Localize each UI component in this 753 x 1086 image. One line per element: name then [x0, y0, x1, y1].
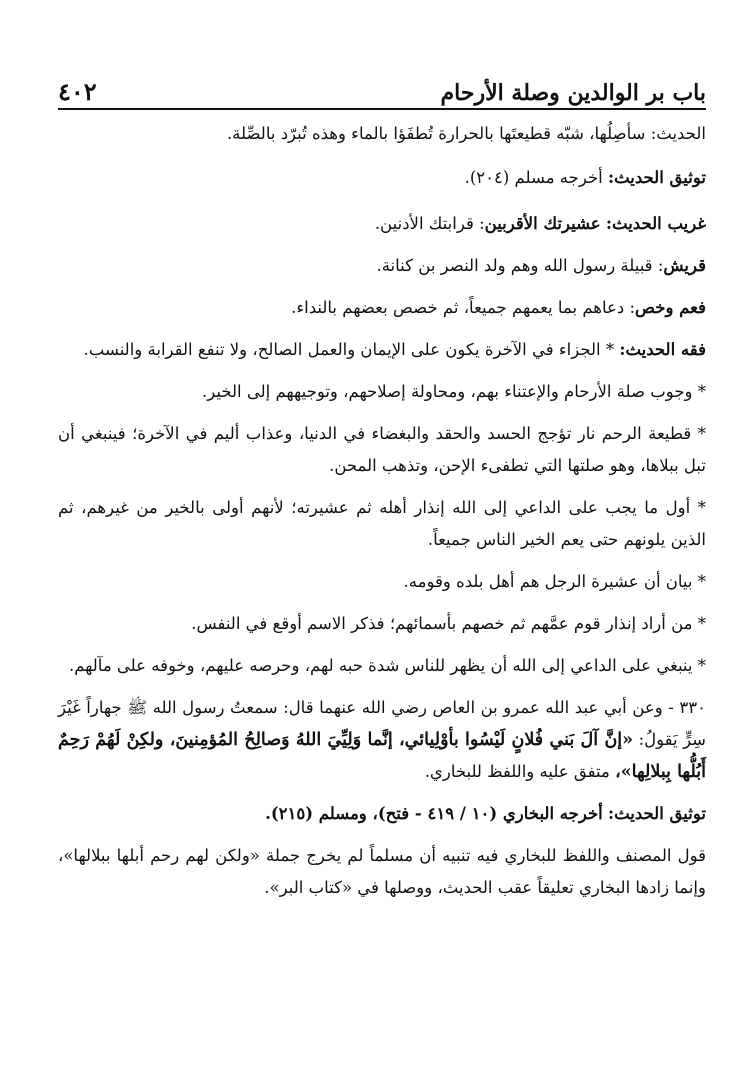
gharib-text: : قرابتك الأدنين. [374, 214, 485, 233]
running-head [58, 62, 706, 106]
fiqh-label: فقه الحديث: [619, 340, 706, 359]
fiqh-text: * الجزاء في الآخرة يكون على الإيمان والعمل الصالح، ولا تنفع القرابة والنسب. [83, 340, 615, 359]
hadith-330-intro: ٣٣٠ - وعن أبي عبد الله عمرو بن العاص رضي الله عنهما قال: سمعتُ رسول الله ﷺ جهاراً غَيْرَ سِرٍّ يَقولُ: [58, 698, 707, 749]
gharib-term: عشيرتك الأقربين [484, 214, 601, 233]
fiqh-bullet-4: * بيان أن عشيرة الرجل هم أهل بلده وقومه. [403, 572, 706, 591]
book-page [58, 62, 706, 904]
hadith-end-line: الحديث: سأصِلُها، شبّه قطيعتَها بالحرارة تُطفَؤا بالماء وهذه تُبرّد بالصِّلة. [226, 124, 706, 143]
gharib-paragraph [58, 208, 706, 240]
amm-paragraph [58, 292, 706, 324]
tawthiq-text-1: أخرجه مسلم (٢٠٤). [464, 168, 603, 187]
hadith-330 [58, 692, 706, 788]
chapter-title: باب بر الوالدين وصلة الأرحام [440, 80, 706, 106]
tawthiq-label-2: توثيق الحديث: [607, 804, 706, 823]
quraysh-label: قريش [663, 256, 706, 275]
quraysh-text: : قبيلة رسول الله وهم ولد النصر بن كنانة. [376, 256, 664, 275]
fiqh-bullet-3: * أول ما يجب على الداعي إلى الله إنذار أهله ثم عشيرته؛ لأنهم أولى بالخير من غيرهم، ثم الذين يلونهم حتى يعم الخير الناس جميعاً. [58, 498, 706, 549]
tawthiq-paragraph-2 [58, 798, 706, 830]
tawthiq-text-2: أخرجه البخاري (١٠ / ٤١٩ - فتح)، ومسلم (٢١٥). [265, 804, 603, 823]
tawthiq-label-1: توثيق الحديث: [607, 168, 706, 187]
fiqh-bullet-5: * من أراد إنذار قوم عمَّهم ثم خصهم بأسمائهم؛ فذكر الاسم أوقع في النفس. [191, 614, 706, 633]
fiqh-bullet-6: * ينبغي على الداعي إلى الله أن يظهر للناس شدة حبه لهم، وحرصه عليهم، وخوفه على مآلهم. [68, 656, 706, 675]
fiqh-paragraph [58, 334, 706, 366]
hadith-330-text: «إنَّ آلَ بَني فُلانٍ لَيْسُوا بأوْلِيائي، إنَّما وَلِيِّيَ اللهُ وَصالِحُ المُؤمِنينَ، ولكِنْ لَهُمْ رَحِمٌ أَبُلُّها بِبلالِها»، [58, 730, 706, 782]
tawthiq-paragraph-1 [58, 162, 706, 194]
hadith-330-end: متفق عليه واللفظ للبخاري. [424, 762, 610, 781]
header-rule [58, 108, 706, 110]
author-note: قول المصنف واللفظ للبخاري فيه تنبيه أن مسلماً لم يخرج جملة «ولكن لهم رحم أبلها ببلالها»، وإنما زادها البخاري تعليقاً عقب الحديث، ووصلها في «كتاب البر». [58, 846, 706, 897]
gharib-label: غريب الحديث: [605, 214, 706, 233]
amm-label: فعم وخص [635, 298, 706, 317]
quraysh-paragraph [58, 250, 706, 282]
amm-text: : دعاهم بما يعمهم جميعاً، ثم خصص بعضهم بالنداء. [291, 298, 636, 317]
fiqh-bullet-2: * قطيعة الرحم نار تؤجج الحسد والحقد والبغضاء في الدنيا، وعذاب أليم في الآخرة؛ فينبغي أن تبل ببلاها، وهو صلتها التي تطفىء الإحن، وتذهب المحن. [58, 424, 706, 475]
page-body [58, 118, 706, 904]
page-number: ٤٠٢ [58, 77, 97, 106]
fiqh-bullet-1: * وجوب صلة الأرحام والإعتناء بهم، ومحاولة إصلاحهم، وتوجيههم إلى الخير. [202, 382, 706, 401]
